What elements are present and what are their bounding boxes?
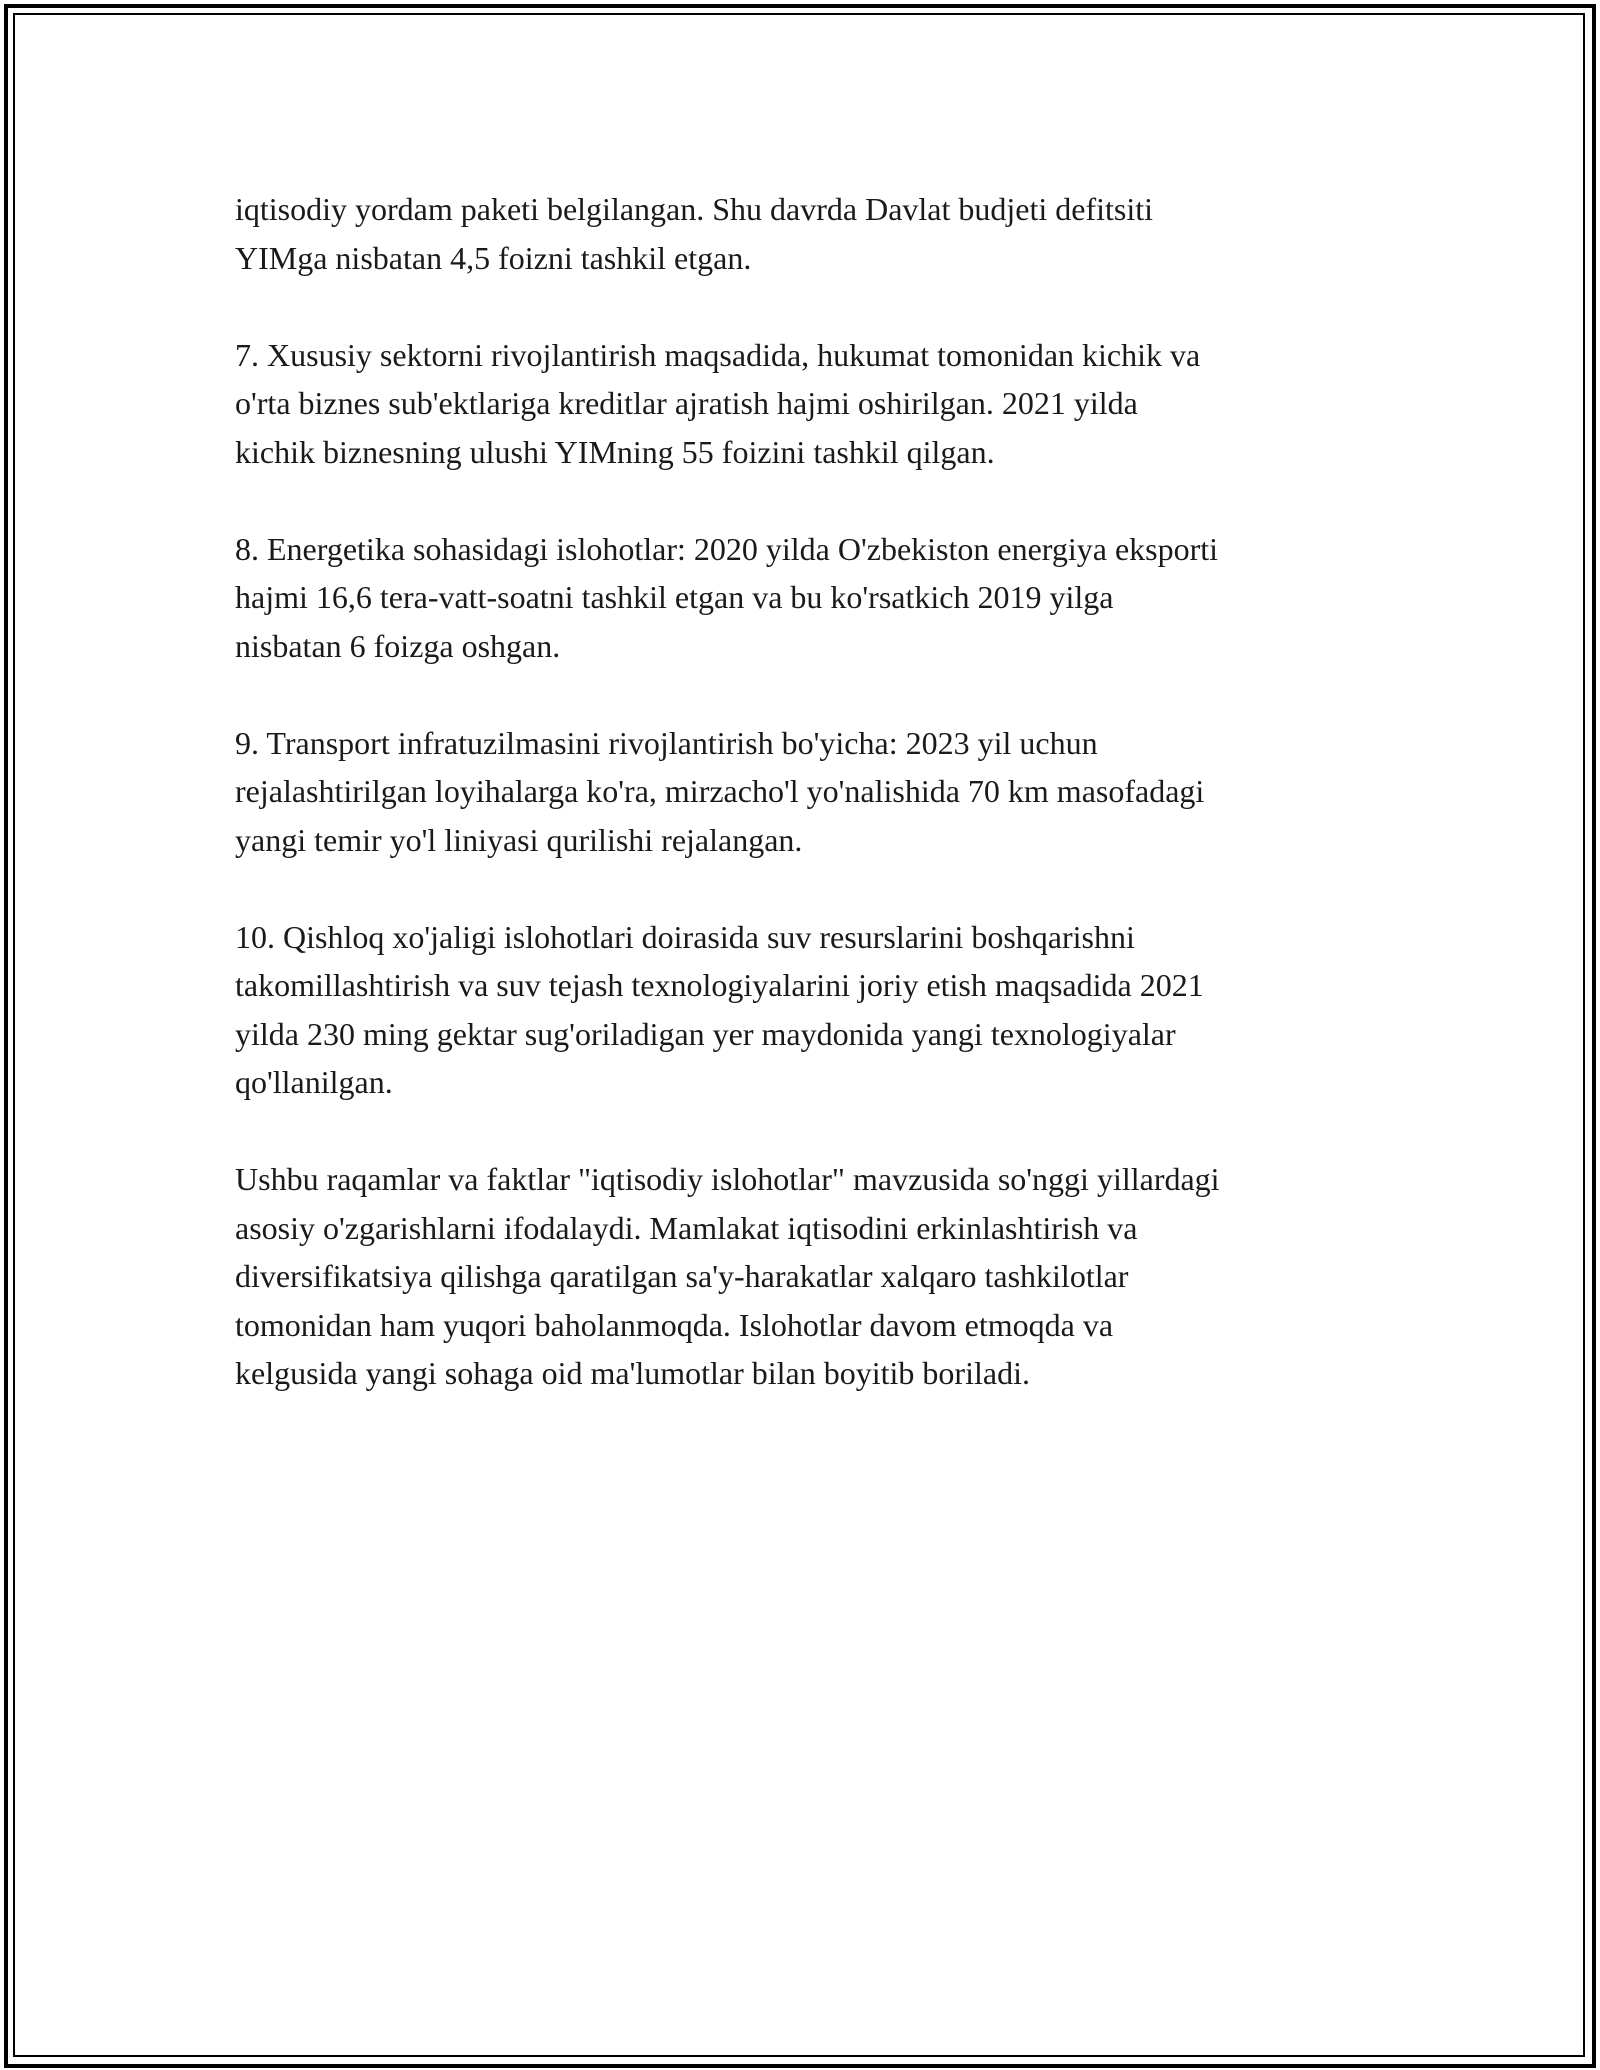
paragraph-item-7: 7. Xususiy sektorni rivojlantirish maqsadida, hukumat tomonidan kichik va o'rta biznes sub'ektlariga kreditlar ajratish hajmi oshirilgan. 2021 yilda kichik biznesning ulushi YIMning 55 foizini tashkil qilgan.	[235, 336, 1201, 470]
paragraph-conclusion: Ushbu raqamlar va faktlar "iqtisodiy islohotlar" mavzusida so'nggi yillardagi asosiy o'zgarishlarni ifodalaydi. Mamlakat iqtisodini erkinlashtirish va diversifikatsiya qilishga qaratilgan sa'y-harakatlar xalqaro tashkilotlar tomonidan ham yuqori baholanmoqda. Islohotlar davom etmoqda va kelgusida yangi sohaga oid ma'lumotlar bilan boyitib boriladi.	[235, 1161, 1220, 1391]
paragraph-continuation: iqtisodiy yordam paketi belgilangan. Shu davrda Davlat budjeti defitsiti YIMga nisbatan 4,5 foizni tashkil etgan.	[235, 191, 1154, 276]
paragraph-item-8: 8. Energetika sohasidagi islohotlar: 2020 yilda O'zbekiston energiya eksporti hajmi 16,6 tera-vatt-soatni tashkil etgan va bu ko'rsatkich 2019 yilga nisbatan 6 foizga oshgan.	[235, 530, 1219, 664]
paragraph-item-9: 9. Transport infratuzilmasini rivojlantirish bo'yicha: 2023 yil uchun rejalashtirilgan loyihalarga ko'ra, mirzacho'l yo'nalishida 70 km masofadagi yangi temir yo'l liniyasi qurilishi rejalangan.	[235, 724, 1205, 858]
paragraph-item-10: 10. Qishloq xo'jaligi islohotlari doirasida suv resurslarini boshqarishni takomillashtirish va suv tejash texnologiyalarini joriy etish maqsadida 2021 yilda 230 ming gektar sug'oriladigan yer maydonida yangi texnologiyalar qo'llanilgan.	[235, 918, 1204, 1100]
document-body	[235, 185, 1385, 1446]
